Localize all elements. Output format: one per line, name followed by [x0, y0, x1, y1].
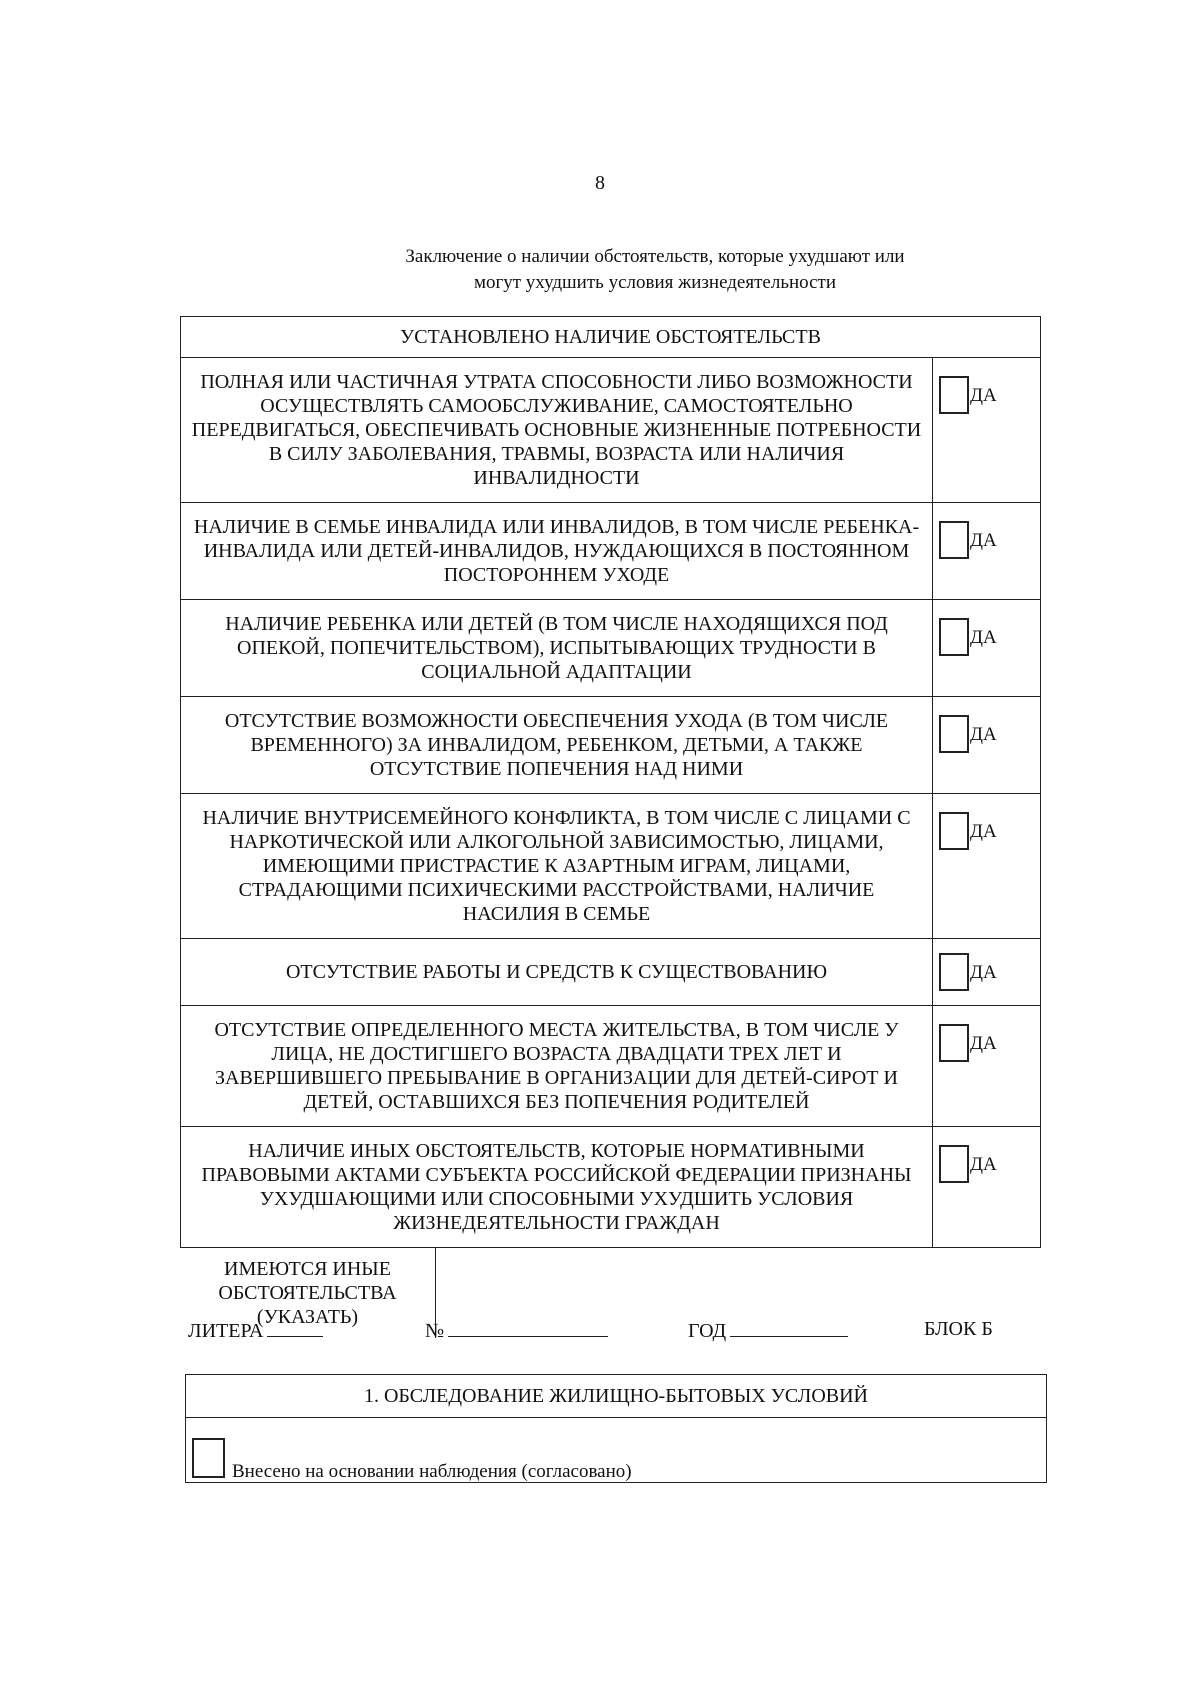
yes-checkbox[interactable] [939, 953, 969, 991]
circumstance-row [181, 1127, 1041, 1248]
document-title-line-2: могут ухудшить условия жизнедеятельности [473, 272, 837, 293]
circumstance-row [181, 358, 1041, 503]
housing-survey-section [185, 1374, 1047, 1483]
circumstance-text: НАЛИЧИЕ В СЕМЬЕ ИНВАЛИДА ИЛИ ИНВАЛИДОВ, В ТОМ ЧИСЛЕ РЕБЕНКА-ИНВАЛИДА ИЛИ ДЕТЕЙ-ИНВАЛИДОВ, НУЖДАЮЩИХСЯ В ПОСТОЯННОМ ПОСТОРОННЕМ УХОДЕ [181, 503, 933, 600]
litera-field-group [188, 1318, 323, 1343]
other-circumstances-label: ИМЕЮТСЯ ИНЫЕ ОБСТОЯТЕЛЬСТВА (УКАЗАТЬ) [181, 1248, 436, 1338]
yes-label: ДА [970, 724, 997, 745]
yes-checkbox[interactable] [939, 1145, 969, 1183]
number-field[interactable] [448, 1318, 608, 1337]
circumstances-table [180, 316, 1041, 1338]
circumstance-text: ПОЛНАЯ ИЛИ ЧАСТИЧНАЯ УТРАТА СПОСОБНОСТИ ЛИБО ВОЗМОЖНОСТИ ОСУЩЕСТВЛЯТЬ САМООБСЛУЖИВАНИЕ, САМОСТОЯТЕЛЬНО ПЕРЕДВИГАТЬСЯ, ОБЕСПЕЧИВАТЬ ОСНОВНЫЕ ЖИЗНЕННЫЕ ПОТРЕБНОСТИ В СИЛУ ЗАБОЛЕВАНИЯ, ТРАВМЫ, ВОЗРАСТА ИЛИ НАЛИЧИЯ ИНВАЛИДНОСТИ [181, 358, 933, 503]
yes-checkbox[interactable] [939, 521, 969, 559]
yes-checkbox[interactable] [939, 618, 969, 656]
observation-label: Внесено на основании наблюдения (согласовано) [232, 1461, 632, 1482]
yes-checkbox[interactable] [939, 376, 969, 414]
number-label: № [425, 1320, 445, 1342]
circumstance-text: ОТСУТСТВИЕ ОПРЕДЕЛЕННОГО МЕСТА ЖИТЕЛЬСТВА, В ТОМ ЧИСЛЕ У ЛИЦА, НЕ ДОСТИГШЕГО ВОЗРАСТА ДВАДЦАТИ ТРЕХ ЛЕТ И ЗАВЕРШИВШЕГО ПРЕБЫВАНИЕ В ОРГАНИЗАЦИИ ДЛЯ ДЕТЕЙ-СИРОТ И ДЕТЕЙ, ОСТАВШИХСЯ БЕЗ ПОПЕЧЕНИЯ РОДИТЕЛЕЙ [181, 1006, 933, 1127]
yes-label: ДА [970, 962, 997, 983]
yes-checkbox[interactable] [939, 812, 969, 850]
circumstance-text: НАЛИЧИЕ РЕБЕНКА ИЛИ ДЕТЕЙ (В ТОМ ЧИСЛЕ НАХОДЯЩИХСЯ ПОД ОПЕКОЙ, ПОПЕЧИТЕЛЬСТВОМ), ИСПЫТЫВАЮЩИХ ТРУДНОСТИ В СОЦИАЛЬНОЙ АДАПТАЦИИ [181, 600, 933, 697]
number-field-group [425, 1318, 608, 1343]
year-field-group [688, 1318, 848, 1343]
circumstance-row [181, 1006, 1041, 1127]
yes-label: ДА [970, 530, 997, 551]
page-number: 8 [595, 172, 605, 194]
circumstance-row [181, 697, 1041, 794]
yes-label: ДА [970, 627, 997, 648]
yes-label: ДА [970, 1033, 997, 1054]
block-label: БЛОК Б [924, 1318, 993, 1340]
yes-label: ДА [970, 385, 997, 406]
yes-label: ДА [970, 821, 997, 842]
circumstance-row [181, 794, 1041, 939]
yes-checkbox[interactable] [939, 1024, 969, 1062]
circumstance-text: НАЛИЧИЕ ВНУТРИСЕМЕЙНОГО КОНФЛИКТА, В ТОМ ЧИСЛЕ С ЛИЦАМИ С НАРКОТИЧЕСКОЙ ИЛИ АЛКОГОЛЬНОЙ ЗАВИСИМОСТЬЮ, ЛИЦАМИ, ИМЕЮЩИМИ ПРИСТРАСТИЕ К АЗАРТНЫМ ИГРАМ, ЛИЦАМИ, СТРАДАЮЩИМИ ПСИХИЧЕСКИМИ РАССТРОЙСТВАМИ, НАЛИЧИЕ НАСИЛИЯ В СЕМЬЕ [181, 794, 933, 939]
circumstance-text: ОТСУТСТВИЕ РАБОТЫ И СРЕДСТВ К СУЩЕСТВОВАНИЮ [181, 939, 933, 1006]
litera-label: ЛИТЕРА [188, 1320, 264, 1342]
circumstance-text: ОТСУТСТВИЕ ВОЗМОЖНОСТИ ОБЕСПЕЧЕНИЯ УХОДА (В ТОМ ЧИСЛЕ ВРЕМЕННОГО) ЗА ИНВАЛИДОМ, РЕБЕНКОМ, ДЕТЬМИ, А ТАКЖЕ ОТСУТСТВИЕ ПОПЕЧЕНИЯ НАД НИМИ [181, 697, 933, 794]
year-field[interactable] [730, 1318, 848, 1337]
document-title-line-1: Заключение о наличии обстоятельств, которые ухудшают или [405, 246, 905, 267]
circumstance-row [181, 939, 1041, 1006]
circumstance-row [181, 503, 1041, 600]
circumstance-text: НАЛИЧИЕ ИНЫХ ОБСТОЯТЕЛЬСТВ, КОТОРЫЕ НОРМАТИВНЫМИ ПРАВОВЫМИ АКТАМИ СУБЪЕКТА РОССИЙСКОЙ ФЕДЕРАЦИИ ПРИЗНАНЫ УХУДШАЮЩИМИ ИЛИ СПОСОБНЫМИ УХУДШИТЬ УСЛОВИЯ ЖИЗНЕДЕЯТЕЛЬНОСТИ ГРАЖДАН [181, 1127, 933, 1248]
yes-label: ДА [970, 1154, 997, 1175]
section-title: 1. ОБСЛЕДОВАНИЕ ЖИЛИЩНО-БЫТОВЫХ УСЛОВИЙ [186, 1375, 1047, 1418]
circumstance-row [181, 600, 1041, 697]
section-body [186, 1418, 1047, 1483]
litera-field[interactable] [267, 1318, 323, 1337]
yes-checkbox[interactable] [939, 715, 969, 753]
observation-checkbox[interactable] [192, 1438, 225, 1478]
circumstances-table-header: УСТАНОВЛЕНО НАЛИЧИЕ ОБСТОЯТЕЛЬСТВ [181, 317, 1041, 358]
document-meta-row [188, 1318, 1008, 1348]
year-label: ГОД [688, 1320, 727, 1342]
document-title [320, 244, 990, 296]
